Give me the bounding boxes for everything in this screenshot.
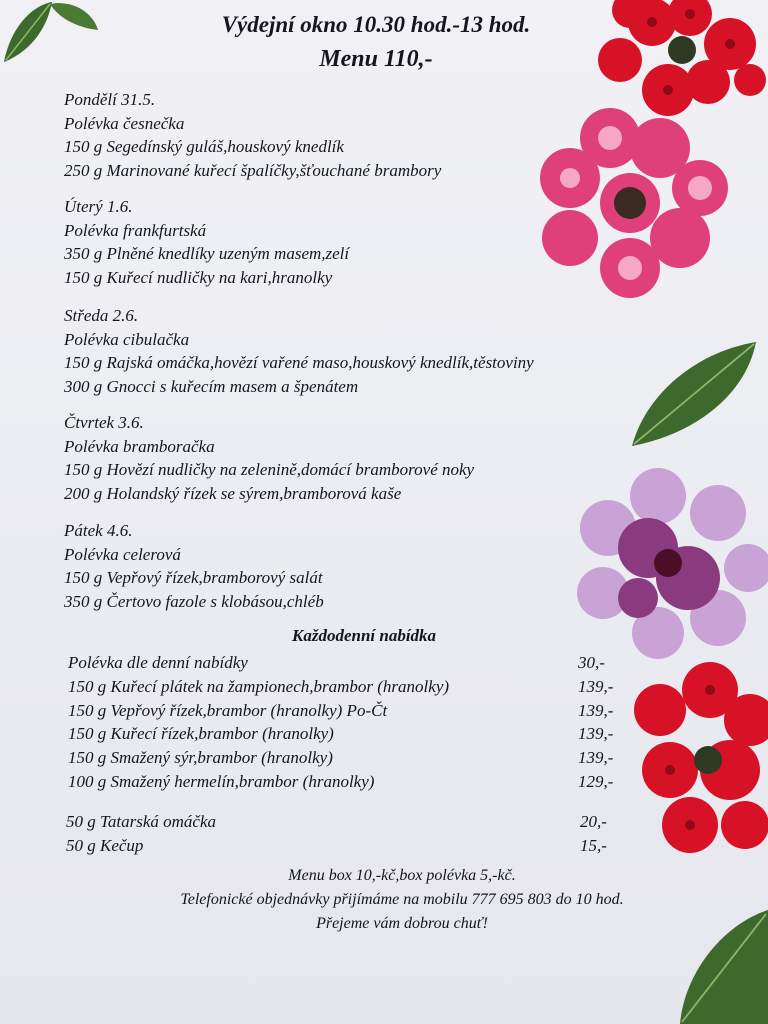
day-name: Úterý 1.6.: [64, 197, 133, 216]
offer-row: [68, 722, 628, 746]
offer-row: [68, 770, 628, 794]
day-soup: Polévka celerová: [64, 544, 181, 564]
offer-item-name: Polévka dle denní nabídky: [68, 653, 248, 672]
offer-item-price: 139,-: [578, 700, 614, 720]
extra-item-name: 50 g Tatarská omáčka: [66, 812, 217, 831]
offer-item-name: 150 g Vepřový řízek,brambor (hranolky) Po-Čt: [68, 700, 388, 720]
daily-offer-title: Každodenní nabídka: [292, 626, 437, 645]
day-block-monday: [64, 88, 664, 182]
offer-item-price: 129,-: [578, 771, 614, 791]
day-dish-2: 150 g Kuřecí nudličky na kari,hranolky: [64, 267, 333, 287]
extra-item-price: 20,-: [580, 812, 607, 831]
offer-item-price: 139,-: [578, 748, 614, 768]
extras-list: [66, 810, 626, 858]
day-name: Středa 2.6.: [64, 306, 139, 325]
extra-row: [66, 834, 626, 858]
offer-row: [68, 746, 628, 770]
offer-item-name: 150 g Kuřecí řízek,brambor (hranolky): [68, 724, 334, 744]
offer-item-name: 100 g Smažený hermelín,brambor (hranolky): [68, 771, 375, 791]
menu-price-title: Menu 110,-: [319, 46, 433, 72]
day-dish-1: 150 g Segedínský guláš,houskový knedlík: [64, 137, 344, 156]
day-dish-1: 150 g Vepřový řízek,bramborový salát: [64, 568, 323, 587]
day-block-thursday: [64, 411, 664, 505]
extra-row: [66, 810, 626, 834]
day-dish-1: 350 g Plněné knedlíky uzeným masem,zelí: [64, 244, 350, 263]
offer-item-name: 150 g Smažený sýr,brambor (hranolky): [68, 748, 333, 768]
day-name: Pondělí 31.5.: [64, 90, 156, 109]
offer-item-name: 150 g Kuřecí plátek na žampionech,brambor (hranolky): [68, 676, 450, 696]
footer-greeting: Přejeme vám dobrou chuť!: [316, 915, 488, 932]
day-block-friday: [64, 519, 664, 613]
day-soup: Polévka cibulačka: [64, 329, 190, 349]
day-soup: Polévka česnečka: [64, 113, 185, 133]
opening-hours-title: Výdejní okno 10.30 hod.-13 hod.: [221, 12, 531, 37]
offer-item-price: 30,-: [578, 653, 605, 672]
day-dish-2: 200 g Holandský řízek se sýrem,bramborová kaše: [64, 483, 402, 503]
day-dish-1: 150 g Hovězí nudličky na zelenině,domácí bramborové noky: [64, 460, 475, 479]
day-dish-2: 350 g Čertovo fazole s klobásou,chléb: [64, 591, 324, 611]
red-flower-bottom-right: [630, 660, 768, 865]
footer-box-prices: Menu box 10,-kč,box polévka 5,-kč.: [288, 867, 516, 884]
day-name: Pátek 4.6.: [64, 521, 133, 540]
footer-phone-orders: Telefonické objednávky přijímáme na mobilu 777 695 803 do 10 hod.: [180, 891, 624, 908]
day-dish-2: 300 g Gnocci s kuřecím masem a špenátem: [64, 376, 359, 396]
footer-notes: [0, 864, 768, 936]
offer-row: [68, 651, 628, 675]
day-dish-1: 150 g Rajská omáčka,hovězí vařené maso,houskový knedlík,těstoviny: [64, 353, 534, 372]
offer-item-price: 139,-: [578, 676, 614, 696]
day-name: Čtvrtek 3.6.: [64, 413, 144, 432]
day-block-tuesday: [64, 195, 664, 289]
daily-offer-list: [68, 651, 628, 794]
day-dish-2: 250 g Marinované kuřecí špalíčky,šťouchané brambory: [64, 160, 442, 180]
offer-row: [68, 675, 628, 699]
extra-item-name: 50 g Kečup: [66, 835, 144, 855]
day-block-wednesday: [64, 304, 664, 398]
offer-item-price: 139,-: [578, 724, 614, 744]
offer-row: [68, 699, 628, 723]
day-soup: Polévka frankfurtská: [64, 220, 207, 240]
day-soup: Polévka bramboračka: [64, 436, 215, 456]
extra-item-price: 15,-: [580, 835, 607, 855]
